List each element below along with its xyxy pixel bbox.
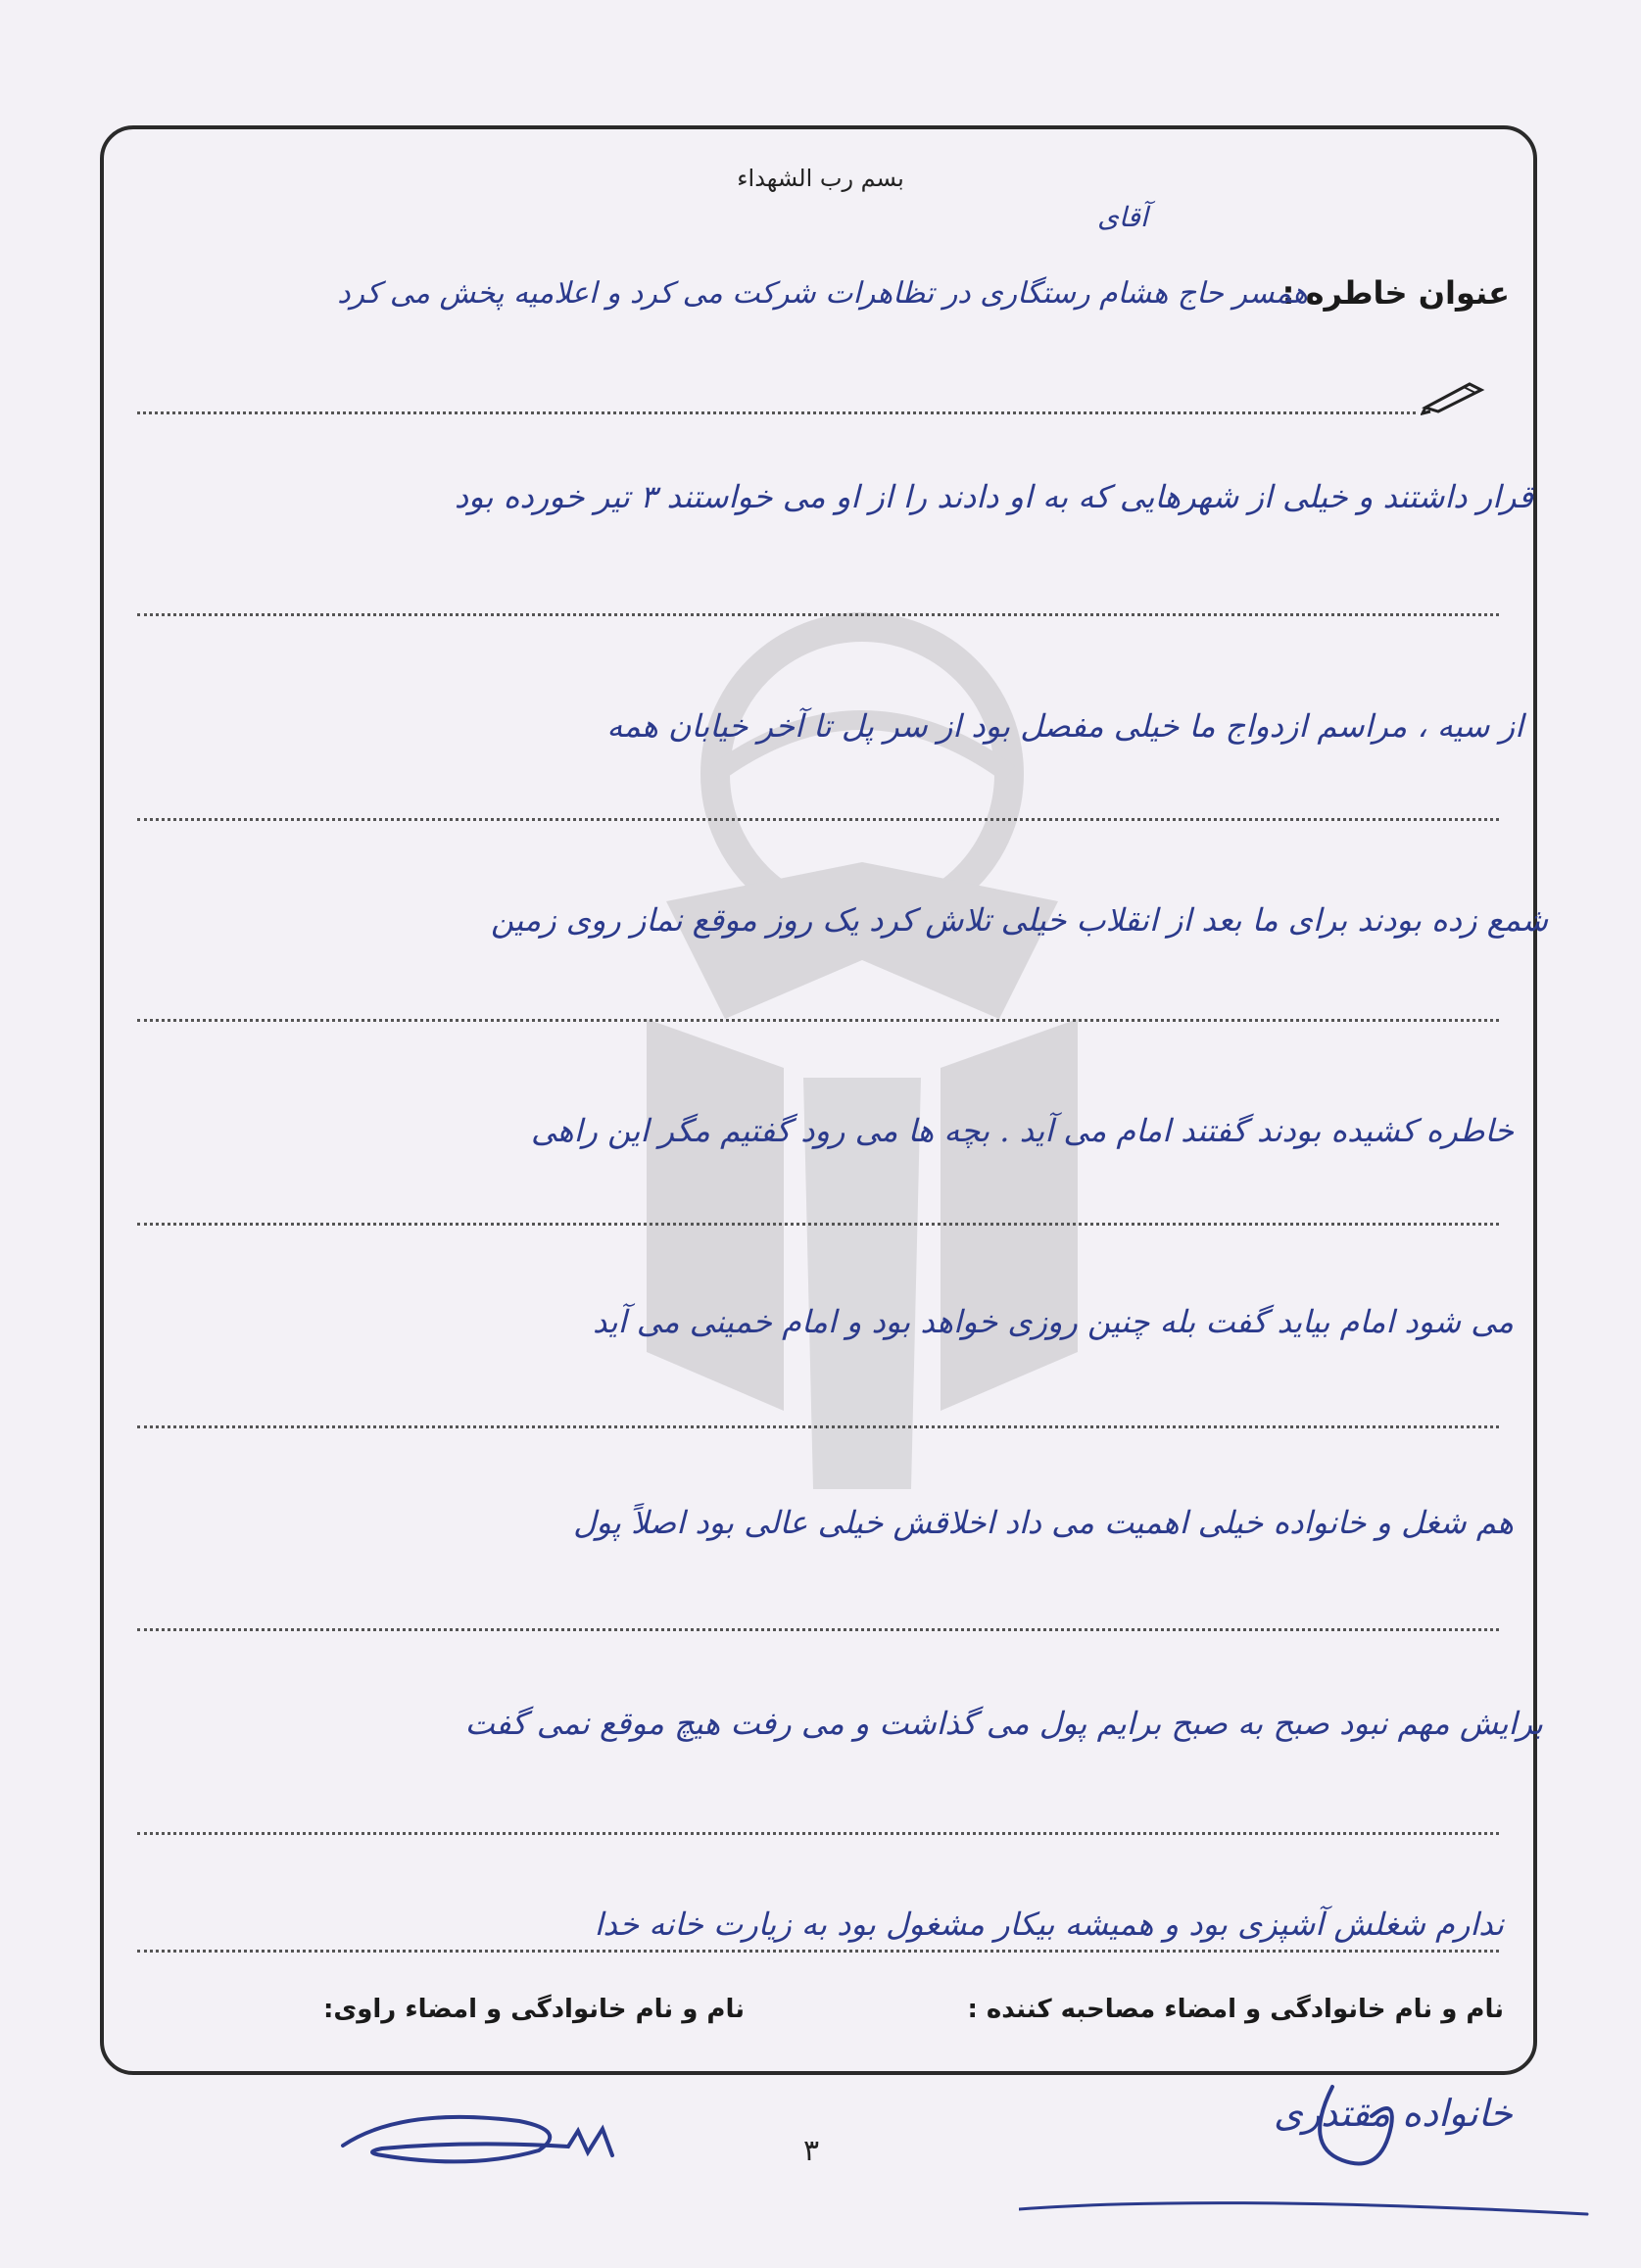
dotted-line	[137, 1425, 1499, 1428]
interviewer-signature-label: نام و نام خانوادگی و امضاء مصاحبه کننده :	[967, 1995, 1504, 2024]
dotted-line	[137, 613, 1499, 616]
family-signature: خانواده مقتدری	[1274, 2092, 1513, 2135]
body-line-5: می شود امام بیاید گفت بله چنین روزی خواهد بود و امام خمینی می آید	[592, 1303, 1514, 1340]
title-label: عنوان خاطره :	[1281, 274, 1510, 312]
title-annotation: آقای	[1097, 201, 1148, 233]
body-line-6: هم شغل و خانواده خیلی اهمیت می داد اخلاقش خیلی عالی بود اصلاً پول	[573, 1504, 1514, 1541]
dotted-line	[137, 411, 1416, 414]
body-line-2: از سیه ، مراسم ازدواج ما خیلی مفصل بود از سر پل تا آخر خیابان همه	[606, 707, 1523, 745]
dotted-line	[137, 1223, 1499, 1226]
page-number: ۳	[803, 2134, 820, 2168]
dotted-line	[137, 1950, 1499, 1953]
narrator-signature-label: نام و نام خانوادگی و امضاء راوی:	[323, 1995, 745, 2024]
form-frame	[100, 125, 1537, 2075]
dotted-line	[137, 1628, 1499, 1631]
pen-icon	[1421, 376, 1489, 415]
dotted-line	[137, 1019, 1499, 1022]
basmala-heading: بسم رب الشهداء	[737, 165, 904, 192]
body-line-7: برایش مهم نبود صبح به صبح برایم پول می گذاشت و می رفت هیچ موقع نمی گفت	[464, 1705, 1543, 1742]
title-value: همسر حاج هشام رستگاری در تظاهرات شرکت می کرد و اعلامیه پخش می کرد	[337, 276, 1308, 311]
body-line-4: خاطره کشیده بودند گفتند امام می آید . بچه ها می رود گفتیم مگر این راهی	[531, 1112, 1514, 1149]
narrator-signature	[323, 2101, 676, 2180]
dotted-line	[137, 1832, 1499, 1835]
dotted-line	[137, 818, 1499, 821]
body-line-3: شمع زده بودند برای ما بعد از انقلاب خیلی تلاش کرد یک روز موقع نماز روی زمین	[490, 901, 1548, 939]
body-line-8: ندارم شغلش آشپزی بود و همیشه بیکار مشغول بود به زیارت خانه خدا	[594, 1906, 1504, 1943]
body-line-1: قرار داشتند و خیلی از شهرهایی که به او دادند را از او می خواستند ۳ تیر خورده بود	[454, 478, 1533, 515]
